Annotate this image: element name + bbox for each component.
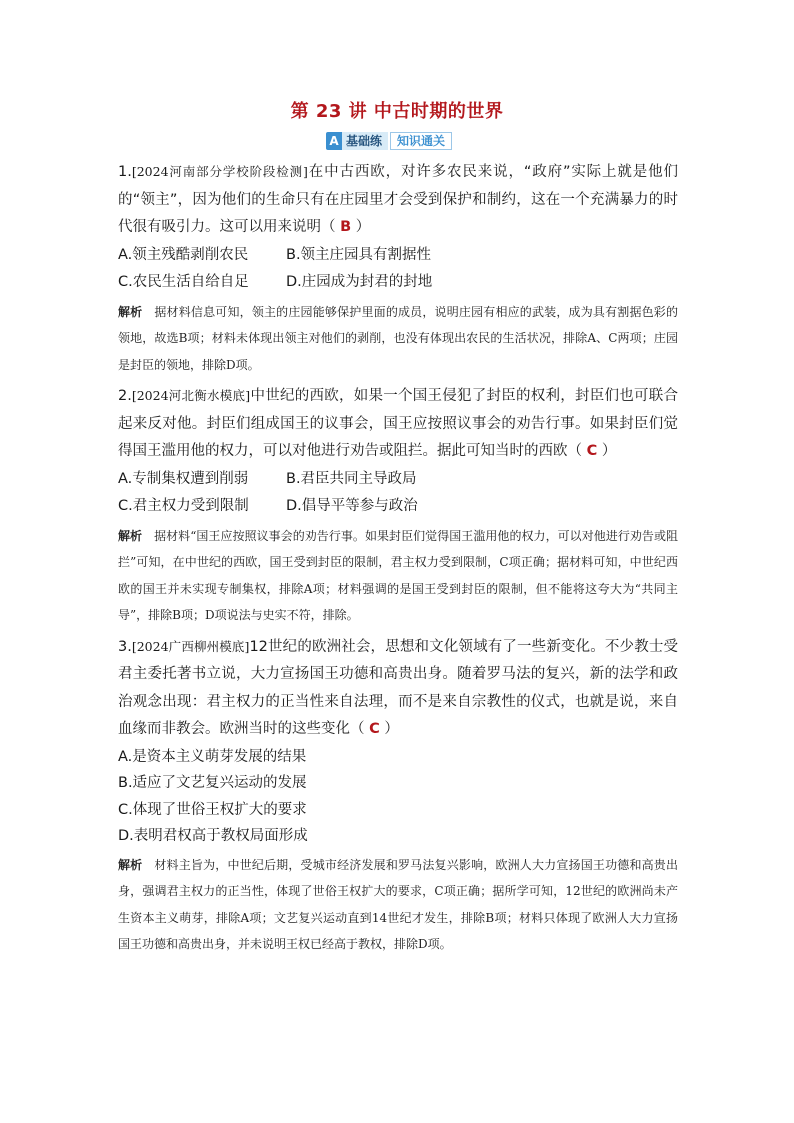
option-c: C.君主权力受到限制 — [118, 498, 249, 514]
stem-close: ） — [351, 219, 371, 235]
stem-text: 12世纪的欧洲社会，思想和文化领域有了一些新变化。不少教士受君主委托著书立说，大力宣扬国王功德和高贵出身。随着罗马法的复兴，新的法学和政治观念出现：君主权力的正当性来自法理，而不是来自宗教性的仪式，也就是说，来自血缘而非教会。欧洲当时的这些变化（ — [118, 638, 678, 737]
stem-text: 在中古西欧，对许多农民来说，“政府”实际上就是他们的“领主”，因为他们的生命只有在庄园里才会受到保护和制约，这在一个充满暴力的时代很有吸引力。这可以用来说明（ — [118, 164, 678, 235]
stem-close: ） — [597, 443, 617, 459]
answer-letter: C — [586, 443, 598, 459]
option-a: A.专制集权遭到削弱 — [118, 470, 249, 487]
option-d: D.庄园成为封君的封地 — [286, 274, 433, 290]
section-letter: A — [326, 132, 342, 150]
question-2 — [118, 382, 678, 629]
analysis-text: 材料主旨为，中世纪后期，受城市经济发展和罗马法复兴影响，欧洲人大力宣扬国王功德和高贵出身，强调君主权力的正当性，体现了世俗王权扩大的要求，C项正确；据所学可知，12世纪的欧洲尚未产生资本主义萌芽，排除A项；文艺复兴运动直到14世纪才发生，排除B项；材料只体现了欧洲人大力宣扬国王功德和高贵出身，并未说明王权已经高于教权，排除D项。 — [118, 857, 678, 951]
analysis — [118, 523, 678, 629]
option-b: B.领主庄园具有割据性 — [286, 246, 432, 263]
option-d: D.表明君权高于教权局面形成 — [118, 828, 308, 844]
question-1 — [118, 158, 678, 378]
section-main-label: 基础练 — [342, 132, 388, 150]
stem-close: ） — [379, 721, 399, 737]
analysis — [118, 299, 678, 379]
option-c: C.农民生活自给自足 — [118, 274, 249, 290]
option-c: C.体现了世俗王权扩大的要求 — [118, 801, 307, 818]
question-stem — [118, 158, 678, 242]
analysis-label: 解析 — [118, 304, 143, 319]
options-row — [118, 466, 678, 494]
analysis-text: 据材料信息可知，领主的庄园能够保护里面的成员，说明庄园有相应的武装，成为具有割据色彩的领地，故选B项；材料未体现出领主对他们的剥削，也没有体现出农民的生活状况，排除A、C两项；庄园是封臣的领地，排除D项。 — [118, 304, 678, 372]
question-number: 3. — [118, 638, 132, 655]
question-stem — [118, 633, 678, 744]
option-b: B.适应了文艺复兴运动的发展 — [118, 775, 307, 791]
answer-letter: C — [369, 721, 380, 737]
question-number: 2. — [118, 388, 132, 404]
analysis-text: 据材料“国王应按照议事会的劝告行事。如果封臣们觉得国王滥用他的权力，可以对他进行劝告或阻拦”可知，在中世纪的西欧，国王受到封臣的限制，君主权力受到限制，C项正确；据材料可知，中世纪西欧的国王并未实现专制集权，排除A项；材料强调的是国王受到封臣的限制，但不能将这夸大为“共同主导”，排除B项；D项说法与史实不符，排除。 — [118, 528, 678, 622]
analysis-label: 解析 — [118, 528, 143, 543]
option-b: B.君臣共同主导政局 — [286, 470, 417, 487]
section-sub-label: 知识通关 — [390, 132, 452, 150]
option-d: D.倡导平等参与政治 — [286, 498, 418, 514]
question-3 — [118, 633, 678, 958]
analysis — [118, 852, 678, 958]
options-row — [118, 493, 678, 521]
option-a: A.是资本主义萌芽发展的结果 — [118, 748, 307, 765]
question-stem — [118, 382, 678, 466]
section-tag — [326, 132, 452, 150]
question-list — [118, 158, 678, 962]
options-row — [118, 269, 678, 297]
answer-letter: B — [340, 219, 352, 235]
page-title: 第 23 讲 中古时期的世界 — [290, 101, 504, 122]
question-source: [2024广西柳州模底] — [131, 638, 250, 654]
question-source: [2024河北衡水模底] — [131, 388, 251, 403]
options-row — [118, 242, 678, 270]
question-number: 1. — [118, 164, 132, 180]
question-source: [2024河南部分学校阶段检测] — [131, 164, 308, 179]
option-a: A.领主残酷剥削农民 — [118, 246, 249, 263]
analysis-label: 解析 — [118, 857, 143, 872]
stem-text: 中世纪的西欧，如果一个国王侵犯了封臣的权利，封臣们也可联合起来反对他。封臣们组成国王的议事会，国王应按照议事会的劝告行事。如果封臣们觉得国王滥用他的权力，可以对他进行劝告或阻拦。据此可知当时的西欧（ — [118, 388, 678, 459]
